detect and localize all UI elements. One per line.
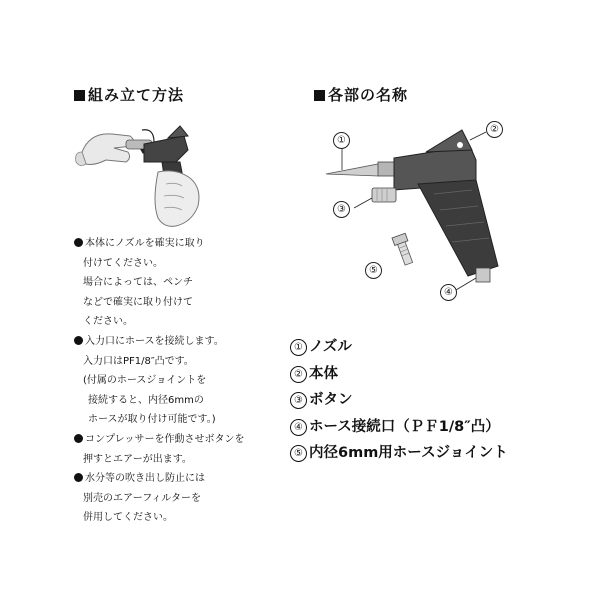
hand-attaching-nozzle-illustration: [72, 122, 222, 232]
callout-body: ②: [486, 121, 503, 138]
part-hose-connection: ④ ホース接続口（ＰＦ1/8″凸）: [290, 414, 508, 441]
callout-hose-connection: ④: [440, 284, 457, 301]
list-item-continuation: ください。: [83, 316, 133, 328]
bullet-icon: [74, 238, 83, 247]
assembly-heading: [74, 84, 184, 105]
list-item-continuation: 付けてください。: [83, 257, 163, 269]
callout-hose-joint: ⑤: [365, 262, 382, 279]
list-item-continuation: 接続すると、内径6mmの: [88, 394, 204, 406]
part-button: ③ ボタン: [290, 387, 508, 414]
list-item-continuation: などで確実に取り付けて: [83, 296, 193, 308]
list-item: 水分等の吹き出し防止には: [74, 469, 284, 489]
list-item-continuation: 別売のエアーフィルターを: [83, 492, 201, 504]
list-item-continuation: 場合によっては、ペンチ: [83, 277, 193, 289]
callout-nozzle: ①: [333, 132, 350, 149]
air-gun-parts-diagram: [322, 118, 522, 310]
callout-button: ③: [333, 201, 350, 218]
bullet-icon: [74, 434, 83, 443]
list-item-continuation: 併用してください。: [83, 512, 173, 524]
bullet-icon: [74, 336, 83, 345]
square-bullet-icon: [74, 90, 85, 101]
list-item-continuation: 入力口はPF1/8″凸です。: [83, 355, 194, 367]
parts-heading: [314, 84, 408, 105]
list-item-continuation: ホースが取り付け可能です。): [88, 414, 216, 426]
list-item: 入力口にホースを接続します。: [74, 332, 284, 352]
assembly-heading-text: 組み立て方法: [88, 86, 185, 104]
list-item: 本体にノズルを確実に取り: [74, 234, 284, 254]
bullet-icon: [74, 473, 83, 482]
list-item: コンプレッサーを作動させボタンを: [74, 430, 284, 450]
assembly-steps: [74, 234, 284, 528]
square-bullet-icon: [314, 90, 325, 101]
part-hose-joint: ⑤ 内径6mm用ホースジョイント: [290, 440, 508, 467]
list-item-continuation: 押すとエアーが出ます。: [83, 453, 192, 465]
parts-heading-text: 各部の名称: [328, 86, 409, 104]
part-nozzle: ① ノズル: [290, 334, 508, 361]
list-item-continuation: (付属のホースジョイントを: [83, 375, 207, 387]
parts-list: [290, 334, 508, 467]
part-body: ② 本体: [290, 361, 508, 388]
